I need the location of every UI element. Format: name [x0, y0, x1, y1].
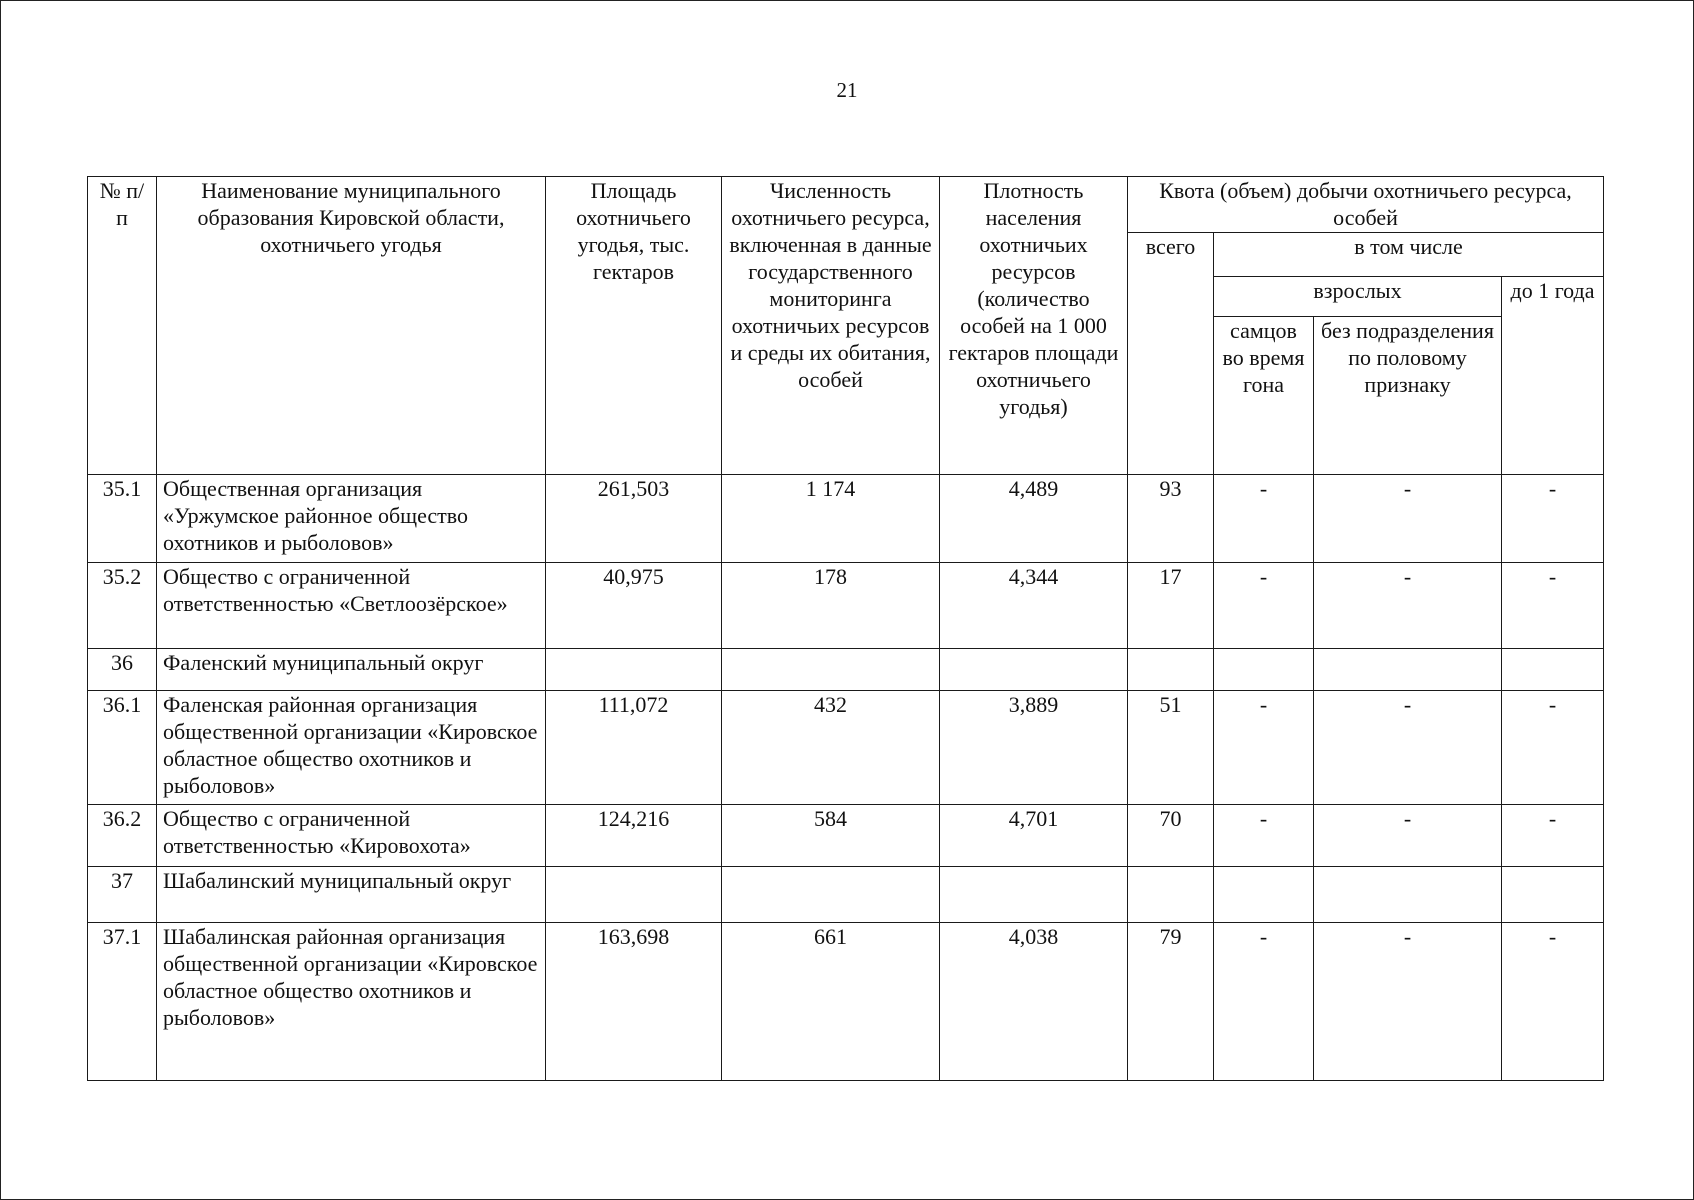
cell-no-sex: - — [1314, 475, 1502, 563]
cell-density: 4,344 — [940, 563, 1128, 649]
header-name: Наименование муниципального образования Кировской области, охотничьего угодья — [157, 177, 546, 475]
table-row — [88, 923, 1604, 1081]
table-row — [88, 475, 1604, 563]
cell-density — [940, 649, 1128, 691]
cell-num: 36.1 — [88, 691, 157, 805]
header-area: Площадь охотничьего угодья, тыс. гектаров — [546, 177, 722, 475]
cell-area: 111,072 — [546, 691, 722, 805]
cell-no-sex: - — [1314, 923, 1502, 1081]
cell-no-sex — [1314, 867, 1502, 923]
cell-num: 35.2 — [88, 563, 157, 649]
table-row — [88, 563, 1604, 649]
cell-density — [940, 867, 1128, 923]
cell-population: 432 — [722, 691, 940, 805]
cell-under-year: - — [1502, 805, 1604, 867]
cell-num: 37.1 — [88, 923, 157, 1081]
cell-males-rut: - — [1214, 923, 1314, 1081]
cell-density: 3,889 — [940, 691, 1128, 805]
cell-under-year — [1502, 867, 1604, 923]
table-row — [88, 805, 1604, 867]
header-no-sex: без подразделения по половому признаку — [1314, 317, 1502, 475]
table-row — [88, 649, 1604, 691]
cell-density: 4,489 — [940, 475, 1128, 563]
cell-name: Общественная организация «Уржумское районное общество охотников и рыболовов» — [157, 475, 546, 563]
cell-no-sex: - — [1314, 563, 1502, 649]
table-row — [88, 691, 1604, 805]
cell-males-rut: - — [1214, 475, 1314, 563]
cell-num: 35.1 — [88, 475, 157, 563]
cell-name: Шабалинская районная организация общественной организации «Кировское областное общество охотников и рыболовов» — [157, 923, 546, 1081]
cell-population: 661 — [722, 923, 940, 1081]
cell-total: 79 — [1128, 923, 1214, 1081]
cell-area: 40,975 — [546, 563, 722, 649]
cell-name: Фаленская районная организация общественной организации «Кировское областное общество охотников и рыболовов» — [157, 691, 546, 805]
cell-area: 124,216 — [546, 805, 722, 867]
header-density: Плотность населения охотничьих ресурсов (количество особей на 1 000 гектаров площади охотничьего угодья) — [940, 177, 1128, 475]
cell-density: 4,038 — [940, 923, 1128, 1081]
header-population: Численность охотничьего ресурса, включенная в данные государственного мониторинга охотничьих ресурсов и среды их обитания, особей — [722, 177, 940, 475]
cell-population — [722, 867, 940, 923]
header-adults: взрослых — [1214, 277, 1502, 317]
cell-area — [546, 867, 722, 923]
page-number: 21 — [836, 78, 858, 102]
cell-under-year: - — [1502, 923, 1604, 1081]
cell-population: 584 — [722, 805, 940, 867]
cell-males-rut: - — [1214, 563, 1314, 649]
cell-total — [1128, 649, 1214, 691]
header-quota: Квота (объем) добычи охотничьего ресурса, особей — [1128, 177, 1604, 233]
cell-no-sex: - — [1314, 691, 1502, 805]
cell-total: 51 — [1128, 691, 1214, 805]
header-num: № п/п — [88, 177, 157, 475]
cell-under-year: - — [1502, 691, 1604, 805]
cell-name: Общество с ограниченной ответственностью «Кировохота» — [157, 805, 546, 867]
header-males-rut: самцов во время гона — [1214, 317, 1314, 475]
cell-males-rut: - — [1214, 691, 1314, 805]
cell-males-rut: - — [1214, 805, 1314, 867]
table-row — [88, 867, 1604, 923]
cell-population: 1 174 — [722, 475, 940, 563]
cell-name: Общество с ограниченной ответственностью «Светлоозёрское» — [157, 563, 546, 649]
cell-population: 178 — [722, 563, 940, 649]
cell-num: 36 — [88, 649, 157, 691]
cell-num: 37 — [88, 867, 157, 923]
cell-density: 4,701 — [940, 805, 1128, 867]
cell-total: 70 — [1128, 805, 1214, 867]
cell-under-year: - — [1502, 475, 1604, 563]
cell-population — [722, 649, 940, 691]
cell-under-year — [1502, 649, 1604, 691]
cell-no-sex — [1314, 649, 1502, 691]
header-total: всего — [1128, 233, 1214, 475]
cell-total: 17 — [1128, 563, 1214, 649]
quota-table — [87, 176, 1604, 1081]
cell-males-rut — [1214, 867, 1314, 923]
cell-num: 36.2 — [88, 805, 157, 867]
cell-under-year: - — [1502, 563, 1604, 649]
cell-no-sex: - — [1314, 805, 1502, 867]
cell-total: 93 — [1128, 475, 1214, 563]
cell-males-rut — [1214, 649, 1314, 691]
cell-area — [546, 649, 722, 691]
header-including: в том числе — [1214, 233, 1604, 277]
header-under-year: до 1 года — [1502, 277, 1604, 475]
cell-name: Фаленский муниципальный округ — [157, 649, 546, 691]
cell-area: 163,698 — [546, 923, 722, 1081]
cell-area: 261,503 — [546, 475, 722, 563]
cell-name: Шабалинский муниципальный округ — [157, 867, 546, 923]
cell-total — [1128, 867, 1214, 923]
